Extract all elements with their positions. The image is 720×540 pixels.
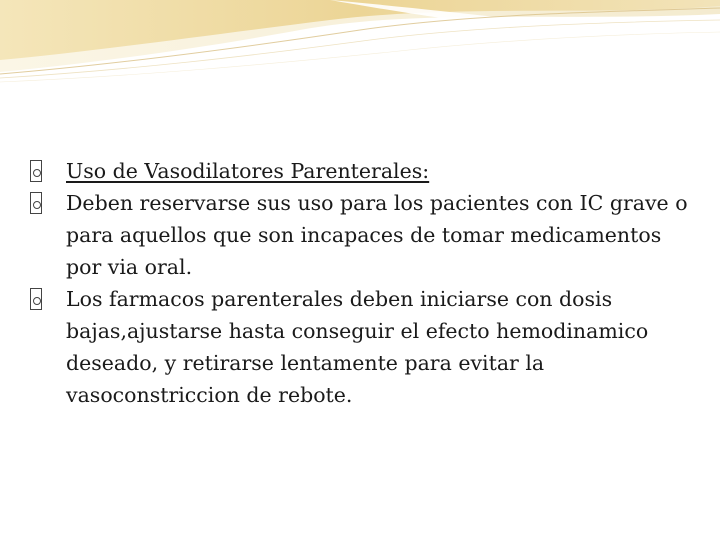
slide-heading: Uso de Vasodilatores Parenterales: [66, 159, 430, 183]
bullet-text: Deben reservarse sus uso para los pacientes con IC grave o para aquellos que son incapaces de tomar medicamentos por via oral. [66, 191, 688, 279]
header-wave-decoration [0, 0, 720, 90]
slide-content [30, 155, 690, 411]
list-item [30, 187, 690, 283]
missing-glyph-bullet-icon [30, 192, 42, 214]
list-item [30, 283, 690, 411]
bullet-text: Los farmacos parenterales deben iniciarse con dosis bajas,ajustarse hasta conseguir el efecto hemodinamico deseado, y retirarse lentamente para evitar la vasoconstriccion de rebote. [66, 287, 649, 407]
missing-glyph-bullet-icon [30, 288, 42, 310]
missing-glyph-bullet-icon [30, 160, 42, 182]
heading-row [30, 155, 690, 187]
